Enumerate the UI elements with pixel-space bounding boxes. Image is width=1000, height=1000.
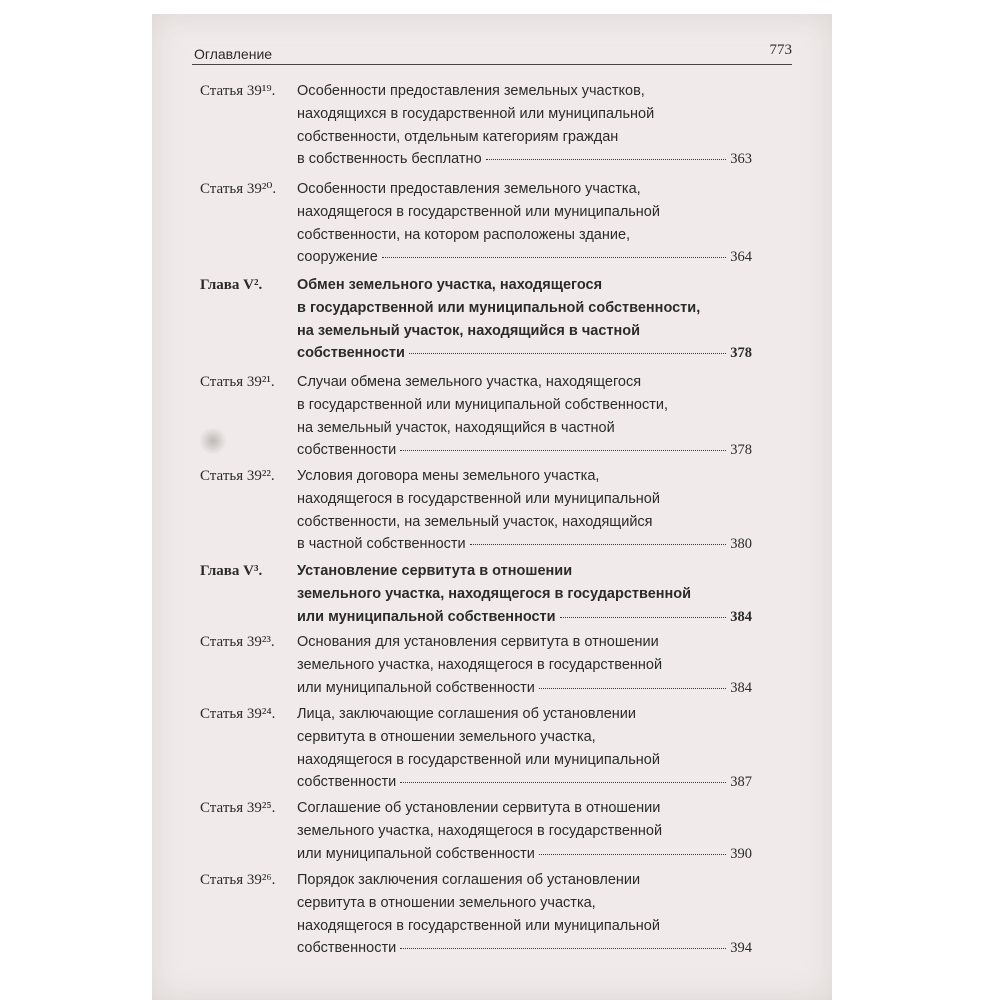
toc-title-line: собственности, на земельный участок, находящийся — [297, 513, 653, 530]
toc-title-line: земельного участка, находящегося в государственной — [297, 822, 663, 839]
toc-last-line — [297, 843, 752, 866]
toc-title-line: или муниципальной собственности — [297, 608, 556, 625]
toc-entry-title — [297, 631, 752, 699]
toc-title-line: земельного участка, находящегося в государственной — [297, 656, 663, 673]
dot-leader — [560, 616, 727, 618]
toc-title-line: находящихся в государственной или муниципальной — [297, 105, 655, 122]
toc-page-number: 364 — [730, 249, 752, 266]
toc-entry-label: Статья 39²⁶. — [200, 872, 276, 888]
toc-title-line: Обмен земельного участка, находящегося — [297, 277, 603, 293]
toc-page-number: 387 — [730, 774, 752, 791]
toc-title-line: в государственной или муниципальной собственности, — [297, 299, 701, 316]
toc-entry-label: Глава V³. — [200, 563, 263, 579]
toc-last-line — [297, 246, 752, 269]
toc-entry-label: Статья 39²⁵. — [200, 800, 276, 816]
toc-page-number: 378 — [730, 442, 752, 459]
toc-title-line: находящегося в государственной или муниципальной — [297, 751, 660, 768]
dot-leader — [400, 781, 726, 783]
toc-title-line: или муниципальной собственности — [297, 845, 535, 862]
toc-entry-title — [297, 560, 752, 628]
toc-entry-title — [297, 371, 752, 462]
toc-entry-title — [297, 465, 752, 556]
toc-title-line: Основания для установления сервитута в отношении — [297, 634, 659, 650]
toc-entry-label: Статья 39²³. — [200, 634, 275, 650]
toc-page-number: 390 — [730, 845, 752, 862]
toc-entry-label: Глава V². — [200, 277, 263, 293]
dot-leader — [382, 256, 726, 258]
toc-title-line: находящегося в государственной или муниципальной — [297, 917, 660, 934]
toc-title-line: или муниципальной собственности — [297, 679, 535, 696]
toc-last-line — [297, 606, 752, 629]
toc-page-number: 384 — [730, 608, 752, 625]
dot-leader — [486, 158, 727, 160]
toc-entry-label: Статья 39²⁰. — [200, 181, 277, 197]
toc-last-line — [297, 342, 752, 365]
dot-leader — [539, 853, 726, 855]
toc-entry-title — [297, 869, 752, 960]
toc-entry-label: Статья 39²⁴. — [200, 706, 276, 722]
toc-title-line: собственности — [297, 774, 397, 791]
toc-title-line: Лица, заключающие соглашения об установлении — [297, 706, 637, 722]
dot-leader — [400, 449, 726, 451]
header-page-number: 773 — [769, 42, 792, 58]
toc-title-line: сервитута в отношении земельного участка, — [297, 894, 596, 911]
toc-title-line: Соглашение об установлении сервитута в отношении — [297, 800, 661, 816]
toc-title-line: находящегося в государственной или муниципальной — [297, 203, 660, 220]
toc-title-line: в собственность бесплатно — [297, 151, 482, 168]
toc-page-number: 378 — [730, 345, 752, 362]
book-page — [152, 14, 832, 1000]
toc-entry-title — [297, 797, 752, 865]
dot-leader — [470, 543, 727, 545]
toc-title-line: собственности — [297, 442, 397, 459]
toc-entry-title — [297, 178, 752, 269]
toc-entry-label: Статья 39²². — [200, 468, 275, 484]
dot-leader — [539, 687, 726, 689]
toc-title-line: собственности — [297, 940, 397, 957]
toc-page-number: 384 — [730, 679, 752, 696]
toc-entry-title — [297, 703, 752, 794]
toc-entry-label: Статья 39¹⁹. — [200, 83, 276, 99]
toc-entry-title — [297, 274, 752, 365]
toc-entry-title — [297, 80, 752, 171]
toc-title-line: на земельный участок, находящийся в частной — [297, 419, 615, 436]
toc-page-number: 380 — [730, 536, 752, 553]
toc-title-line: в частной собственности — [297, 536, 466, 553]
toc-title-line: Особенности предоставления земельных участков, — [297, 83, 645, 99]
toc-last-line — [297, 439, 752, 462]
toc-title-line: на земельный участок, находящийся в частной — [297, 322, 641, 339]
table-of-contents — [152, 14, 832, 1000]
toc-title-line: Условия договора мены земельного участка, — [297, 468, 600, 484]
toc-title-line: земельного участка, находящегося в государственной — [297, 585, 692, 602]
toc-title-line: сооружение — [297, 249, 378, 266]
toc-title-line: сервитута в отношении земельного участка, — [297, 728, 596, 745]
toc-title-line: собственности, отдельным категориям граждан — [297, 128, 619, 145]
header-title: Оглавление — [194, 46, 273, 62]
toc-title-line: Особенности предоставления земельного участка, — [297, 181, 641, 197]
toc-title-line: Установление сервитута в отношении — [297, 563, 573, 579]
toc-last-line — [297, 771, 752, 794]
dot-leader — [409, 352, 726, 354]
toc-title-line: находящегося в государственной или муниципальной — [297, 490, 660, 507]
toc-page-number: 394 — [730, 940, 752, 957]
toc-last-line — [297, 148, 752, 171]
dot-leader — [400, 947, 726, 949]
toc-last-line — [297, 937, 752, 960]
toc-page-number: 363 — [730, 151, 752, 168]
toc-last-line — [297, 533, 752, 556]
toc-entry-label: Статья 39²¹. — [200, 374, 275, 390]
toc-title-line: собственности — [297, 345, 405, 362]
toc-title-line: Порядок заключения соглашения об установлении — [297, 872, 641, 888]
toc-title-line: собственности, на котором расположены здание, — [297, 226, 631, 243]
toc-title-line: Случаи обмена земельного участка, находящегося — [297, 374, 642, 390]
toc-last-line — [297, 677, 752, 700]
toc-title-line: в государственной или муниципальной собственности, — [297, 396, 669, 413]
